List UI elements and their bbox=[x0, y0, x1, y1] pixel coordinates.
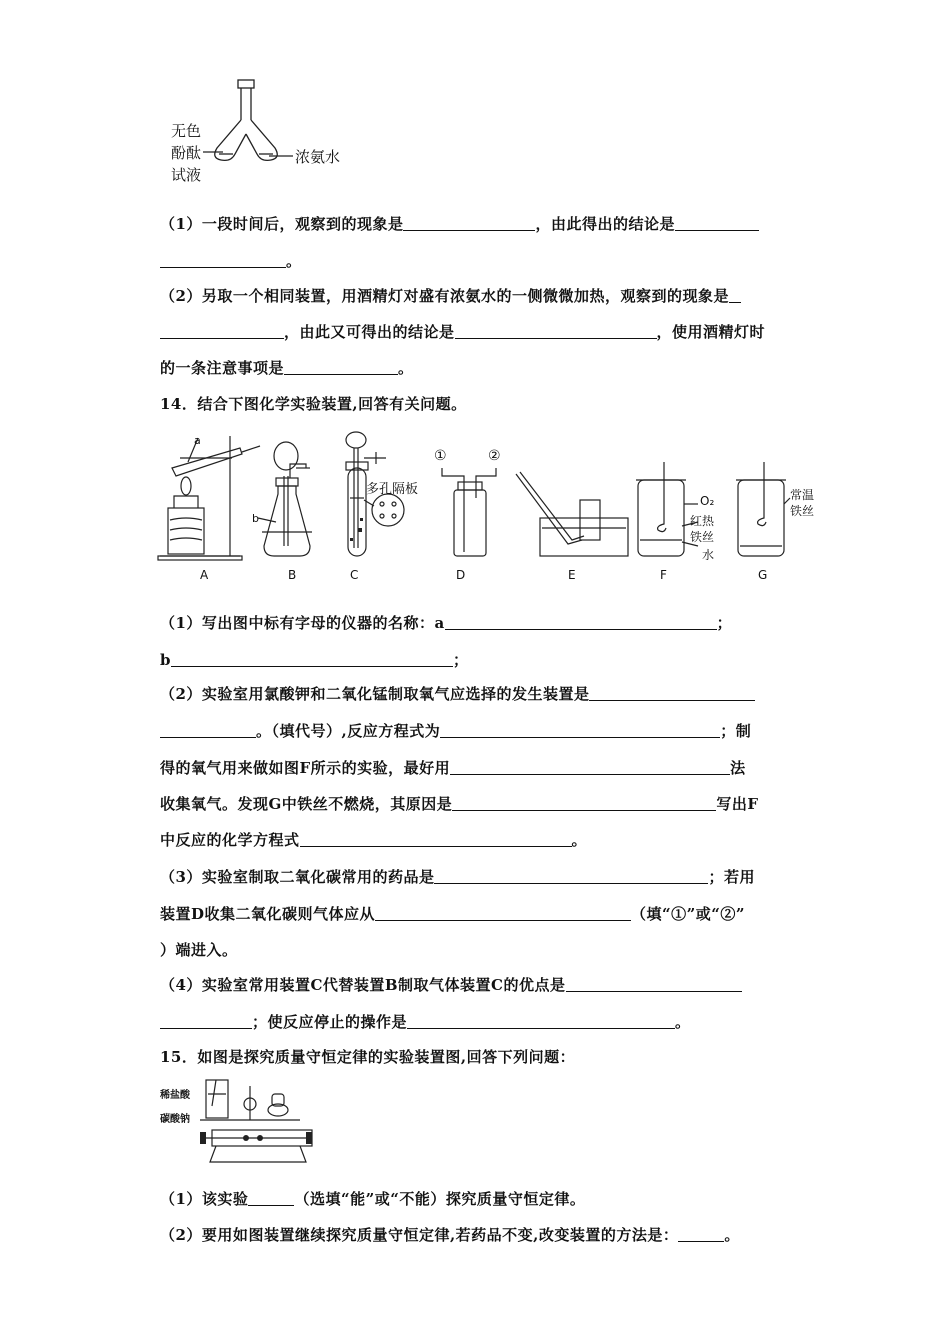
y-tube-left-label-1: 无色 bbox=[171, 122, 202, 140]
q15-p2-end: 。 bbox=[724, 1226, 740, 1244]
label-o2: O₂ bbox=[700, 494, 715, 508]
q14-p4-line1 bbox=[160, 974, 742, 995]
q14-p4-blank-2[interactable] bbox=[160, 1014, 252, 1029]
q13-p1-line1 bbox=[160, 213, 759, 234]
q13-p1-text-b: ，由此得出的结论是 bbox=[535, 215, 675, 233]
q14-p3-line2 bbox=[160, 903, 745, 924]
q14-p1-line2 bbox=[160, 649, 469, 670]
q13-p1-blank-1[interactable] bbox=[403, 216, 535, 231]
q15-p1-text-a: （1）该实验 bbox=[160, 1190, 249, 1208]
q14-p2-text-c: ；制 bbox=[720, 722, 752, 740]
q14-p2-line5 bbox=[160, 829, 587, 850]
letter-E: E bbox=[568, 568, 576, 582]
q13-p2-blank-3[interactable] bbox=[455, 324, 657, 339]
q14-p2-blank-6[interactable] bbox=[300, 832, 572, 847]
q13-p1-text-a: （1）一段时间后，观察到的现象是 bbox=[160, 215, 404, 233]
q14-p1-text-a: （1）写出图中标有字母的仪器的名称：a bbox=[160, 614, 445, 632]
q15-p1-line bbox=[160, 1188, 585, 1209]
y-tube-figure bbox=[165, 78, 365, 188]
q15-p1-blank[interactable] bbox=[248, 1191, 294, 1206]
q13-p1-end: 。 bbox=[286, 252, 302, 270]
q15-p2-line bbox=[160, 1224, 740, 1245]
q14-p2-text-f: 收集氧气。发现G中铁丝不燃烧，其原因是 bbox=[160, 795, 453, 813]
q14-p2-line1 bbox=[160, 683, 755, 704]
q14-p3-text-a: （3）实验室制取二氧化碳常用的药品是 bbox=[160, 868, 435, 886]
q14-p1-blank-a[interactable] bbox=[445, 615, 717, 630]
q14-p2-text-b: 。（填代号）,反应方程式为 bbox=[256, 722, 441, 740]
q14-p1-blank-b[interactable] bbox=[171, 652, 453, 667]
q14-p2-text-a: （2）实验室用氯酸钾和二氧化锰制取氧气应选择的发生装置是 bbox=[160, 685, 590, 703]
q14-p2-blank-3[interactable] bbox=[440, 723, 720, 738]
q14-p2-blank-5[interactable] bbox=[452, 796, 716, 811]
q14-p2-blank-2[interactable] bbox=[160, 723, 256, 738]
q14-p4-text-a: （4）实验室常用装置C代替装置B制取气体装置C的优点是 bbox=[160, 976, 566, 994]
label-room-iron-1: 常温 bbox=[790, 488, 815, 502]
q13-p2-end: 。 bbox=[398, 359, 414, 377]
label-port-2: ② bbox=[488, 448, 501, 464]
q13-p1-blank-2[interactable] bbox=[675, 216, 759, 231]
y-tube-left-label-2: 酚酞 bbox=[171, 144, 202, 162]
q13-p2-blank-2[interactable] bbox=[160, 324, 284, 339]
y-tube-left-label-3: 试液 bbox=[171, 166, 202, 184]
q13-p2-blank-1[interactable] bbox=[729, 288, 741, 303]
q14-title: 14．结合下图化学实验装置,回答有关问题。 bbox=[160, 395, 467, 413]
q14-p2-line4 bbox=[160, 793, 758, 814]
q14-p2-end: 。 bbox=[571, 831, 588, 849]
letter-B: B bbox=[288, 568, 297, 582]
q14-p2-text-e: 法 bbox=[730, 759, 746, 777]
label-water: 水 bbox=[702, 548, 715, 562]
label-na2co3: 碳酸钠 bbox=[160, 1114, 190, 1125]
q14-p2-line3 bbox=[160, 757, 746, 778]
q14-p2-blank-1[interactable] bbox=[589, 686, 755, 701]
letter-F: F bbox=[660, 568, 667, 582]
q15-p2-text-a: （2）要用如图装置继续探究质量守恒定律,若药品不变,改变装置的方法是： bbox=[160, 1226, 679, 1244]
q14-p1-line1 bbox=[160, 612, 732, 633]
q14-p4-line2 bbox=[160, 1011, 691, 1032]
q13-p2-line1 bbox=[160, 285, 741, 306]
q14-p3-text-c: 装置D收集二氧化碳则气体应从 bbox=[160, 905, 376, 923]
q14-apparatus-figure bbox=[150, 428, 830, 588]
q14-p1-semi-2: ； bbox=[453, 651, 469, 669]
q14-p4-text-b: ；使反应停止的操作是 bbox=[252, 1013, 408, 1031]
q13-p2-text-d: 的一条注意事项是 bbox=[160, 359, 285, 377]
q13-p2-text-a: （2）另取一个相同装置，用酒精灯对盛有浓氨水的一侧微微加热，观察到的现象是 bbox=[160, 287, 729, 305]
letter-C: C bbox=[350, 568, 359, 582]
q13-p2-line2 bbox=[160, 321, 765, 342]
q15-p1-text-b: （选填“能”或“不能）探究质量守恒定律。 bbox=[294, 1190, 586, 1208]
q13-p2-line3 bbox=[160, 357, 414, 378]
q14-p3-blank-1[interactable] bbox=[434, 869, 708, 884]
q14-p4-blank-3[interactable] bbox=[407, 1014, 675, 1029]
label-porous-plate: 多孔隔板 bbox=[366, 482, 419, 497]
q13-p1-blank-3[interactable] bbox=[160, 253, 286, 268]
q14-p3-text-e: ）端进入。 bbox=[160, 941, 238, 959]
q14-p3-line1 bbox=[160, 866, 755, 887]
label-a: a bbox=[194, 434, 201, 447]
y-tube-right-label: 浓氨水 bbox=[295, 148, 341, 166]
q14-p2-text-d: 得的氧气用来做如图F所示的实验，最好用 bbox=[160, 759, 451, 777]
q14-p2-text-g: 写出F bbox=[716, 795, 759, 813]
label-room-iron-2: 铁丝 bbox=[790, 504, 815, 518]
q14-p1-semi-1: ； bbox=[716, 614, 733, 632]
q13-p2-text-b: ，由此又可得出的结论是 bbox=[284, 323, 455, 341]
q14-p3-blank-2[interactable] bbox=[375, 906, 631, 921]
letter-G: G bbox=[758, 568, 768, 582]
q14-p3-text-b: ；若用 bbox=[708, 868, 755, 886]
q15-balance-figure bbox=[160, 1076, 320, 1166]
q13-p2-blank-4[interactable] bbox=[284, 360, 398, 375]
letter-A: A bbox=[200, 568, 209, 582]
q14-p2-blank-4[interactable] bbox=[450, 760, 730, 775]
label-b: b bbox=[252, 512, 259, 525]
q14-p3-text-d: （填“①”或“②” bbox=[631, 905, 746, 923]
label-hcl: 稀盐酸 bbox=[160, 1090, 190, 1101]
label-hot-iron-1: 红热 bbox=[690, 514, 715, 528]
q14-p4-end: 。 bbox=[675, 1013, 691, 1031]
q14-p3-line3 bbox=[160, 939, 238, 960]
label-port-1: ① bbox=[434, 448, 447, 464]
q13-p2-text-c: ，使用酒精灯时 bbox=[656, 323, 766, 341]
q15-p2-blank[interactable] bbox=[678, 1227, 724, 1242]
q15-title: 15．如图是探究质量守恒定律的实验装置图,回答下列问题： bbox=[160, 1048, 576, 1066]
q14-p1-text-b: b bbox=[160, 651, 171, 669]
label-hot-iron-2: 铁丝 bbox=[690, 530, 715, 544]
q13-p1-line2 bbox=[160, 250, 302, 271]
q14-p2-text-h: 中反应的化学方程式 bbox=[160, 831, 300, 849]
q14-p2-line2 bbox=[160, 720, 751, 741]
q14-p4-blank-1[interactable] bbox=[566, 977, 742, 992]
letter-D: D bbox=[456, 568, 466, 582]
